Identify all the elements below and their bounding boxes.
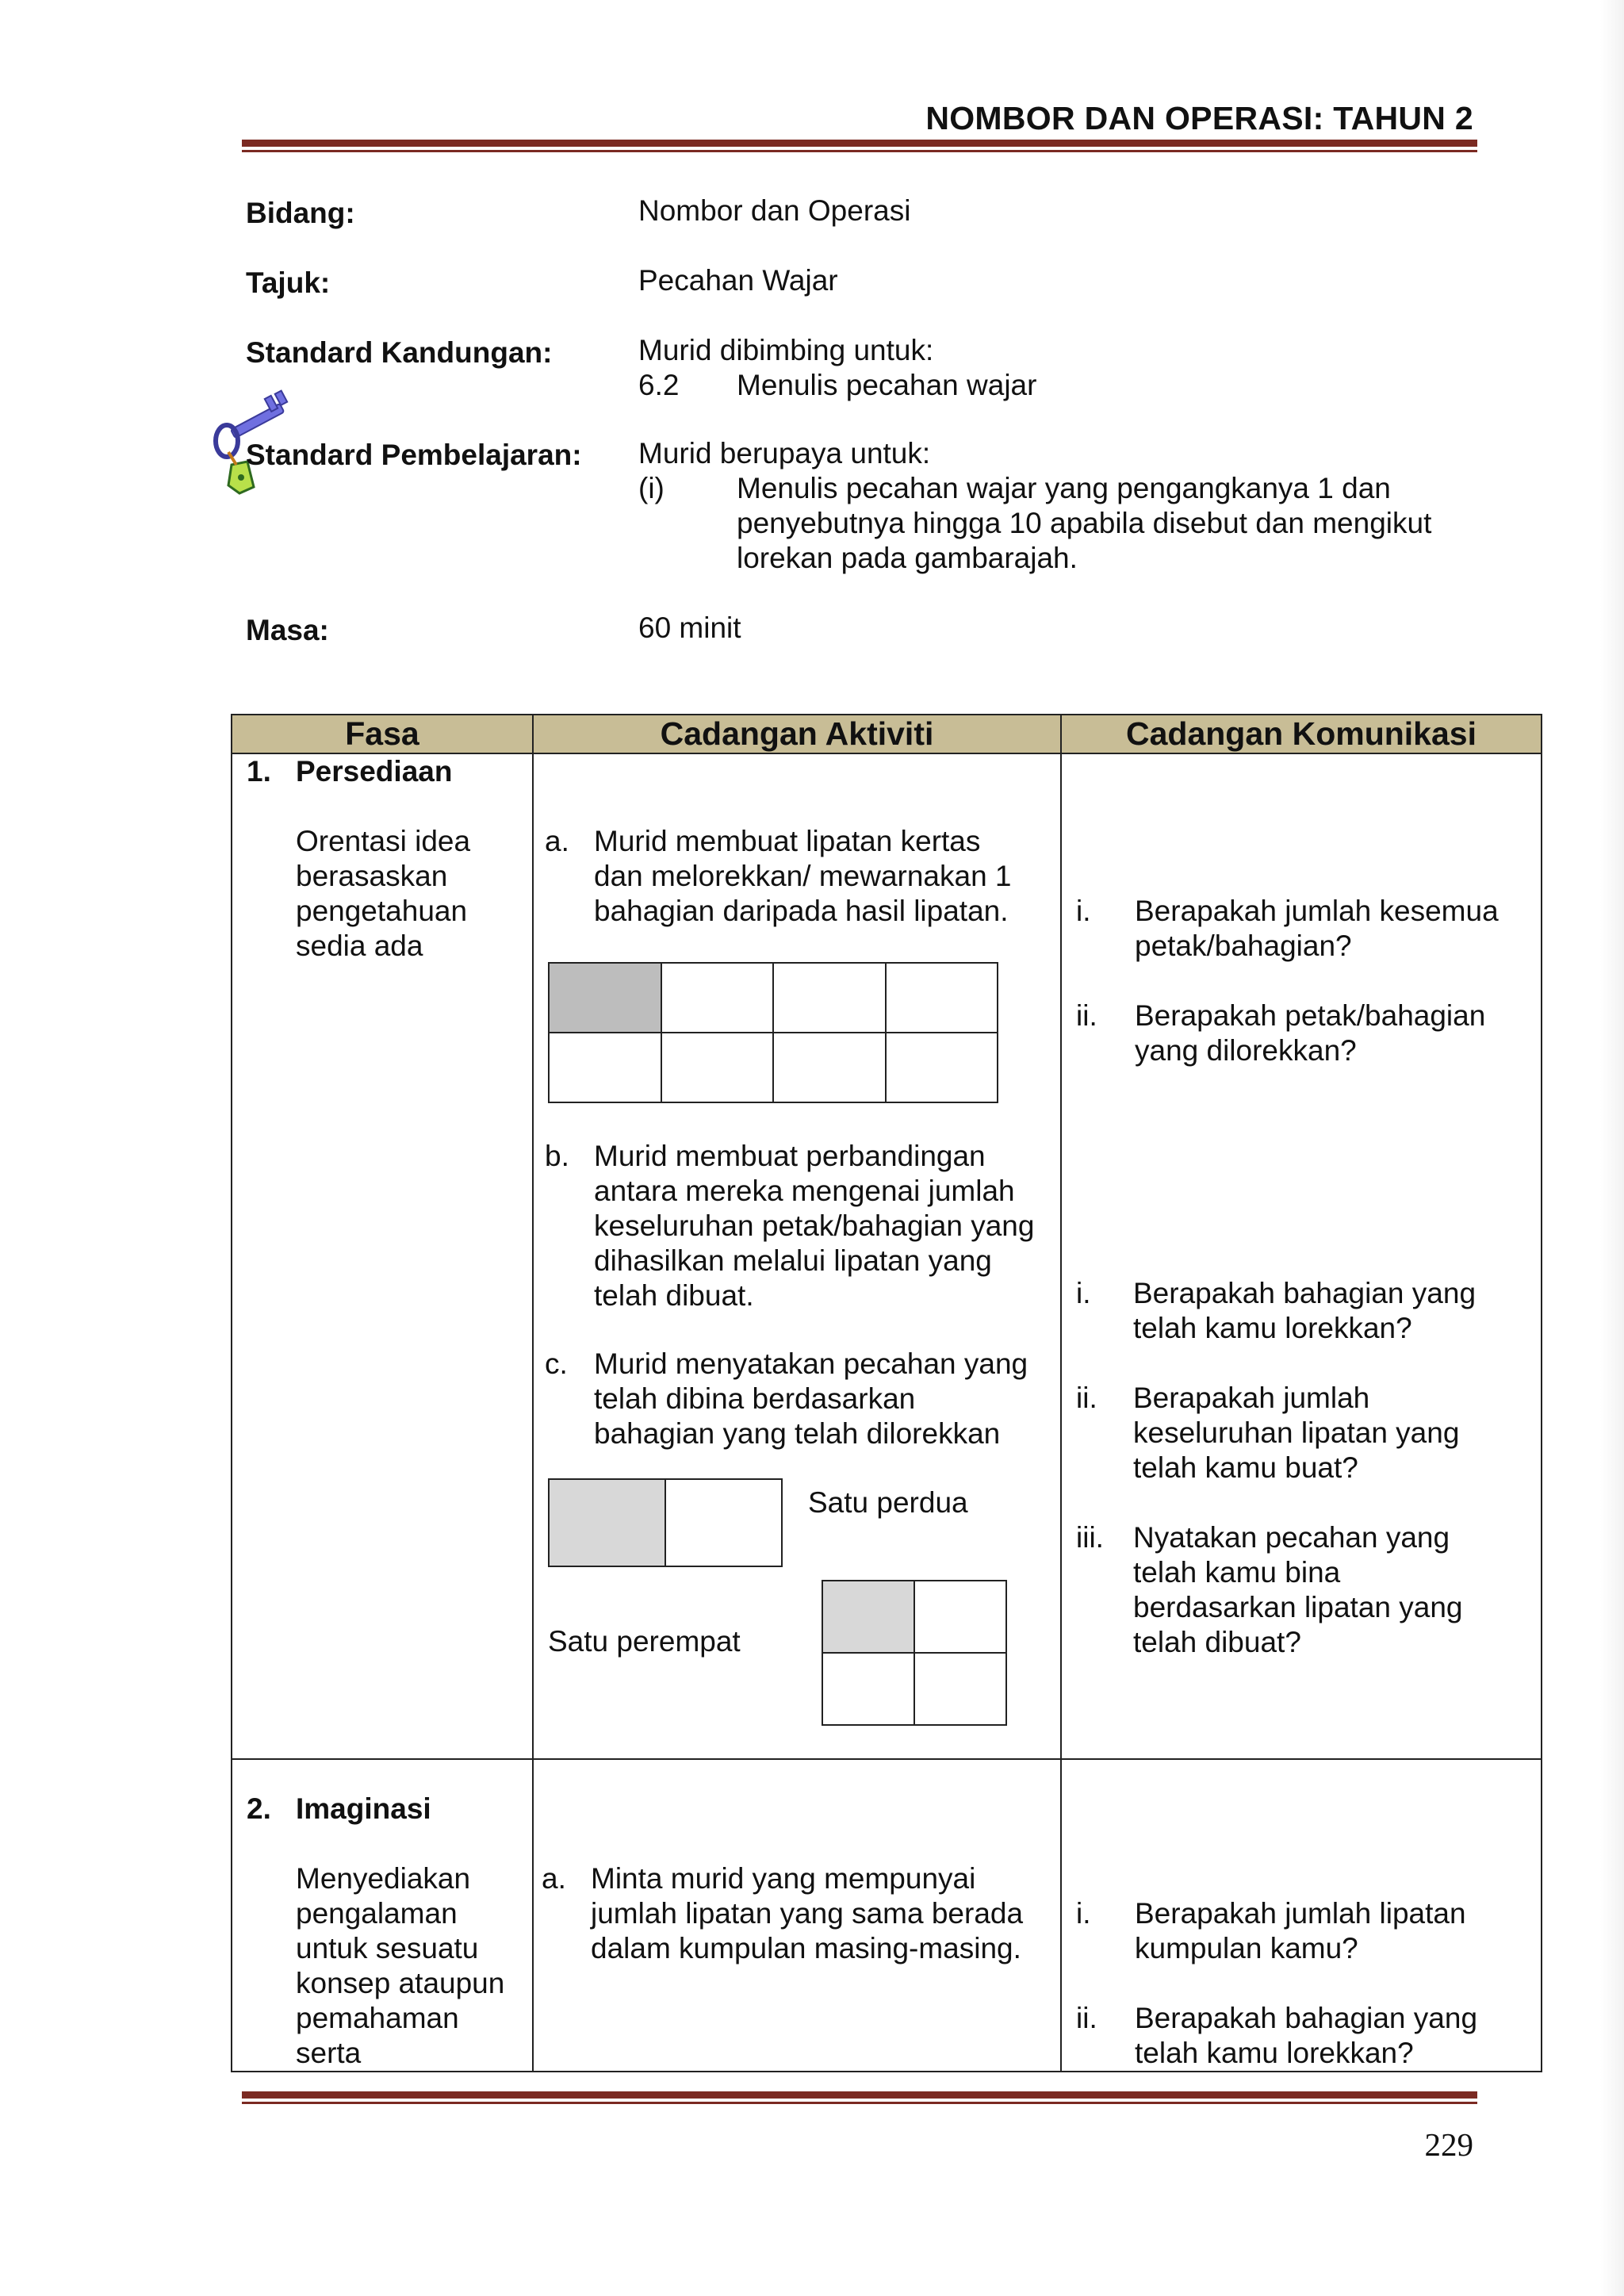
fasa-title: Persediaan xyxy=(296,755,453,788)
table-header-row xyxy=(232,715,1542,753)
aktiviti-cell xyxy=(533,1759,1061,2072)
activity-a-text: Minta murid yang mempunyai jumlah lipatan yang sama berada dalam kumpulan masing-masing. xyxy=(591,1862,1024,1964)
fasa-number: 1. xyxy=(247,755,271,788)
label-satu-perempat: Satu perempat xyxy=(548,1625,741,1658)
komunikasi-cell xyxy=(1061,1759,1542,2072)
standard-pembelajaran-label: Standard Pembelajaran: xyxy=(246,439,582,471)
bidang-value: Nombor dan Operasi xyxy=(638,194,911,227)
header-cadangan-komunikasi: Cadangan Komunikasi xyxy=(1061,715,1542,753)
question-text: Berapakah jumlah kesemua petak/bahagian? xyxy=(1135,895,1499,962)
page-edge-shadow xyxy=(1600,0,1624,2296)
masa-value: 60 minit xyxy=(638,611,741,644)
header-rule xyxy=(242,140,1477,152)
question-num: iii. xyxy=(1076,1521,1104,1554)
fasa-number: 2. xyxy=(247,1792,271,1825)
question-num: ii. xyxy=(1076,1382,1097,1414)
fold-grid-eighths xyxy=(548,962,998,1103)
table-row xyxy=(232,753,1542,1759)
fasa-title: Imaginasi xyxy=(296,1792,431,1825)
grid-cell-shaded xyxy=(549,963,661,1033)
activity-b-letter: b. xyxy=(545,1140,569,1172)
table-row xyxy=(232,1759,1542,2072)
fasa-cell xyxy=(232,1759,533,2072)
question-num: i. xyxy=(1076,895,1091,927)
fold-grid-half xyxy=(548,1478,783,1567)
activity-c-letter: c. xyxy=(545,1347,568,1380)
standard-kandungan-label: Standard Kandungan: xyxy=(246,336,553,369)
question-num: ii. xyxy=(1076,999,1097,1032)
masa-label: Masa: xyxy=(246,614,329,646)
tajuk-value: Pecahan Wajar xyxy=(638,264,838,297)
page-header-title: NOMBOR DAN OPERASI: TAHUN 2 xyxy=(925,100,1473,136)
question-num: i. xyxy=(1076,1897,1091,1930)
komunikasi-cell xyxy=(1061,753,1542,1759)
header-fasa: Fasa xyxy=(232,715,533,753)
label-satu-perdua: Satu perdua xyxy=(808,1486,968,1519)
standard-kandungan-value: Murid dibimbing untuk: 6.2 Menulis pecahan wajar xyxy=(638,334,1037,401)
tajuk-label: Tajuk: xyxy=(246,266,331,299)
question-text: Berapakah jumlah lipatan kumpulan kamu? xyxy=(1135,1897,1466,1964)
fasa-description: Menyediakan pengalaman untuk sesuatu konsep ataupun pemahaman serta xyxy=(296,1862,505,2069)
aktiviti-cell xyxy=(533,753,1061,1759)
lesson-table xyxy=(231,714,1542,2072)
question-num: i. xyxy=(1076,1277,1091,1309)
standard-pembelajaran-value: Murid berupaya untuk: (i) Menulis pecahan wajar yang pengangkanya 1 dan penyebutnya hingga 10 apabila disebut dan mengikut lorekan pada gambarajah. xyxy=(638,437,1432,574)
activity-c-text: Murid menyatakan pecahan yang telah dibina berdasarkan bahagian yang telah dilorekkan xyxy=(594,1347,1028,1450)
question-text: Berapakah petak/bahagian yang dilorekkan? xyxy=(1135,999,1486,1067)
header-cadangan-aktiviti: Cadangan Aktiviti xyxy=(533,715,1061,753)
activity-b-text: Murid membuat perbandingan antara mereka mengenai jumlah keseluruhan petak/bahagian yang dihasilkan melalui lipatan yang telah dibuat. xyxy=(594,1140,1035,1312)
grid-cell-shaded xyxy=(822,1581,914,1653)
activity-a-letter: a. xyxy=(545,825,569,857)
activity-a-text: Murid membuat lipatan kertas dan melorekkan/ mewarnakan 1 bahagian daripada hasil lipatan. xyxy=(594,825,1012,927)
grid-cell-shaded xyxy=(549,1479,665,1566)
page-number: 229 xyxy=(1424,2126,1473,2163)
bidang-label: Bidang: xyxy=(246,197,355,229)
question-text: Berapakah bahagian yang telah kamu lorekkan? xyxy=(1135,2002,1478,2069)
question-text: Berapakah bahagian yang telah kamu lorekkan? xyxy=(1133,1277,1477,1344)
question-num: ii. xyxy=(1076,2002,1097,2034)
fasa-cell xyxy=(232,753,533,1759)
footer-rule xyxy=(242,2091,1477,2104)
activity-a-letter: a. xyxy=(542,1862,566,1895)
fasa-description: Orentasi idea berasaskan pengetahuan sedia ada xyxy=(296,825,471,962)
question-text: Berapakah jumlah keseluruhan lipatan yang telah kamu buat? xyxy=(1133,1382,1460,1484)
question-text: Nyatakan pecahan yang telah kamu bina berdasarkan lipatan yang telah dibuat? xyxy=(1133,1521,1463,1658)
fold-grid-quarter xyxy=(822,1580,1007,1726)
